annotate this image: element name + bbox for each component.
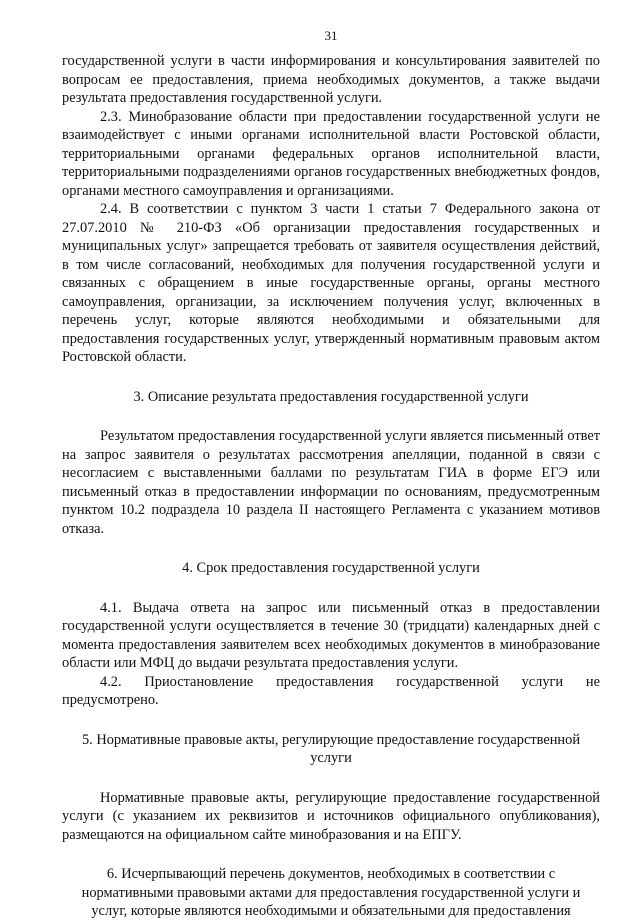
section-heading-6: 6. Исчерпывающий перечень документов, необходимых в соответствии с нормативными правовыми актами для предоставления государственной услуги и услуг, которые являются необходимыми и обязательными для предоставления: [81, 866, 581, 919]
section-heading-5: 5. Нормативные правовые акты, регулирующие предоставление государственной услуги: [81, 731, 581, 766]
paragraph-2-3: 2.3. Минобразование области при предоставлении государственной услуги не взаимодействует с иными органами исполнительной власти Ростовской области, территориальными органами федеральных органов исполнительной власти, территориальными подразделениями органов государственных внебюджетных фондов, органами местного самоуправления и организациями.: [62, 108, 600, 199]
section-heading-4: 4. Срок предоставления государственной услуги: [182, 560, 480, 576]
section-heading-3: 3. Описание результата предоставления государственной услуги: [133, 388, 529, 405]
paragraph-result: Результатом предоставления государственной услуги является письменный ответ на запрос заявителя о результатах рассмотрения апелляции, поданной в связи с несогласием с выставленными баллами по результатам ГИА в форме ЕГЭ или письменный отказ в предоставлении информации по основаниям, предусмотренным пунктом 10.2 подраздела 10 раздела II настоящего Регламента с указанием мотивов отказа.: [62, 428, 600, 537]
paragraph-2-4: 2.4. В соответствии с пунктом 3 части 1 статьи 7 Федерального закона от 27.07.2010 № 210-ФЗ «Об организации предоставления государственных и муниципальных услуг» запрещается требовать от заявителя осуществления действий, в том числе согласований, необходимых для получения государственной услуги и связанных с обращением в иные государственные органы, органы местного самоуправления, организации, за исключением получения услуг, включенных в перечень услуг, которые являются необходимыми и обязательными для предоставления государственных услуг, утвержденный нормативным правовым актом Ростовской области.: [62, 201, 600, 365]
paragraph-legal-acts: Нормативные правовые акты, регулирующие предоставление государственной услуги (с указанием их реквизитов и источников официального опубликования), размещаются на официальном сайте минобразования и на ЕПГУ.: [62, 789, 600, 843]
page-number: 31: [324, 28, 338, 43]
paragraph-4-1: 4.1. Выдача ответа на запрос или письменный отказ в предоставлении государственной услуги осуществляется в течение 30 (тридцати) календарных дней с момента предоставления заявителем всех необходимых документов в минобразование области или МФЦ до выдачи результата предоставления услуги.: [62, 599, 600, 671]
paragraph-continuation: государственной услуги в части информирования и консультирования заявителей по вопросам ее предоставления, приема необходимых документов, а также выдачи результата предоставления государственной услуги.: [62, 53, 600, 106]
paragraph-4-2: 4.2. Приостановление предоставления государственной услуги не предусмотрено.: [62, 673, 600, 708]
